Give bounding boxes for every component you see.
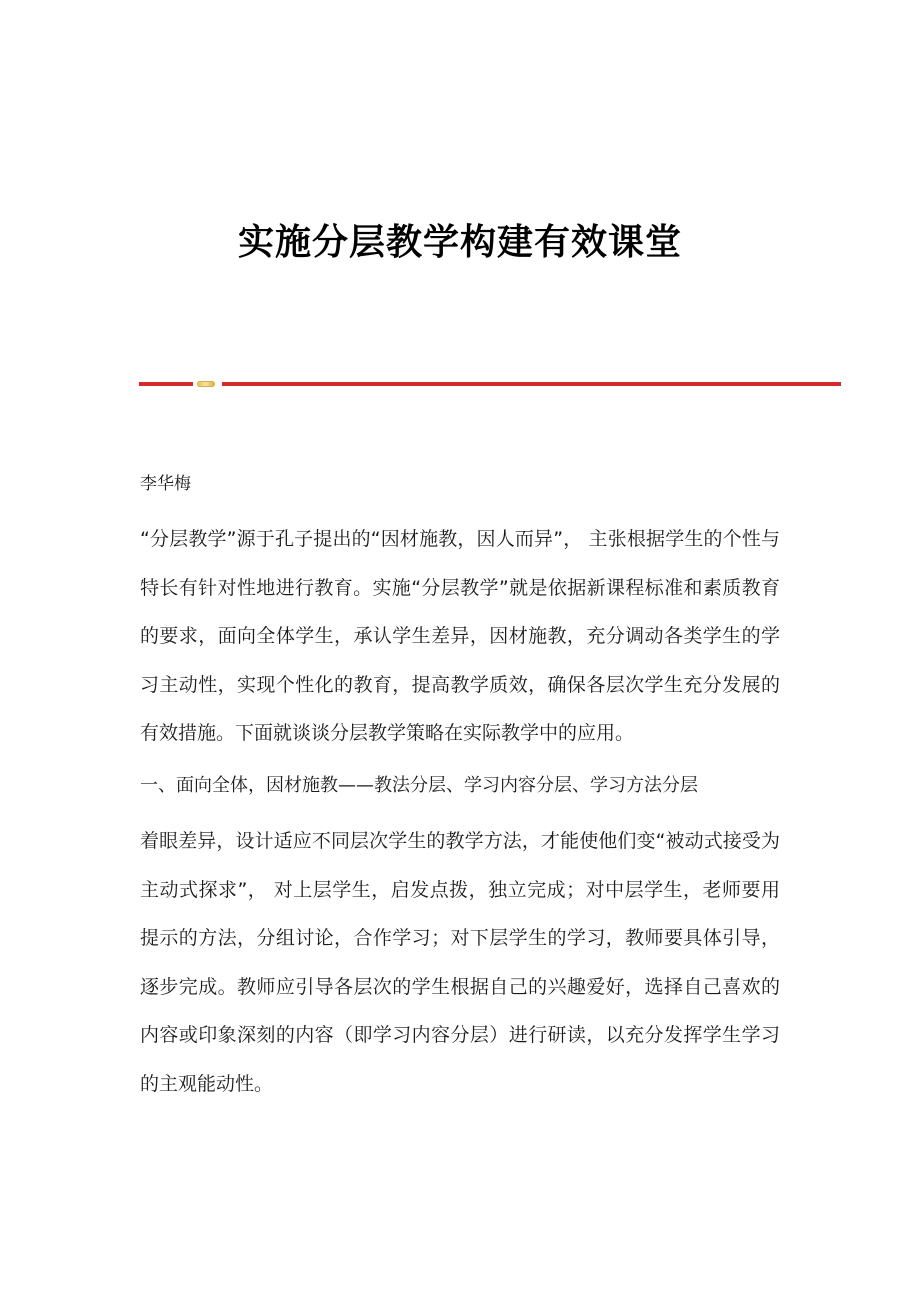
divider-bar-right (222, 382, 841, 386)
divider-ornament-icon (197, 381, 215, 387)
divider-bar-left (139, 382, 193, 386)
document-title: 实施分层教学构建有效课堂 (237, 221, 682, 263)
body-paragraph: 着眼差异，设计适应不同层次学生的教学方法，才能使他们变“被动式接受为主动式探求”， 对上层学生，启发点拨，独立完成；对中层学生，老师要用提示的方法，分组讨论，合作学习；对下层学生的学习，教师要具体引导，逐步完成。教师应引导各层次的学生根据自己的兴趣爱好，选择自己喜欢的内容或印象深刻的内容（即学习内容分层）进行研读，以充分发挥学生学习的主观能动性。 (140, 830, 780, 1095)
title-divider (139, 381, 841, 387)
section-heading: 一、面向全体，因材施教——教法分层、学习内容分层、学习方法分层 (140, 775, 698, 796)
author-name: 李华梅 (140, 474, 191, 494)
intro-paragraph: “分层教学”源于孔子提出的“因材施教，因人而异”， 主张根据学生的个性与特长有针对性地进行教育。实施“分层教学”就是依据新课程标准和素质教育的要求，面向全体学生，承认学生差异，因材施教，充分调动各类学生的学习主动性，实现个性化的教育，提高教学质效，确保各层次学生充分发展的有效措施。下面就谈谈分层教学策略在实际教学中的应用。 (140, 528, 780, 744)
